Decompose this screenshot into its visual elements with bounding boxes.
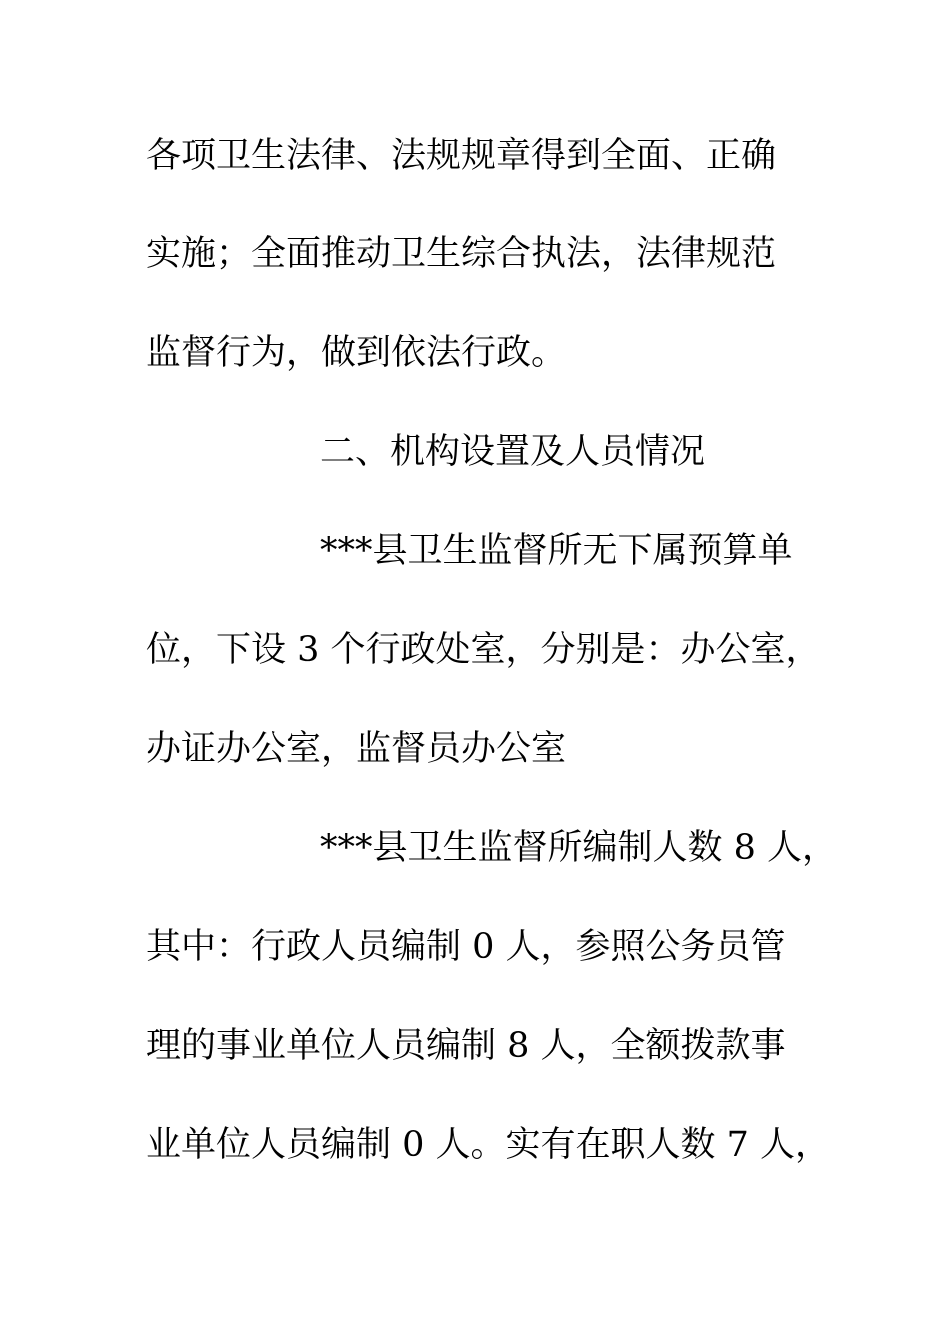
paragraph-line: 各项卫生法律、法规规章得到全面、正确	[146, 136, 777, 176]
paragraph-line: 位，下设 3 个行政处室，分别是：办公室，	[146, 630, 821, 670]
paragraph-line: 办证办公室，监督员办公室	[146, 729, 567, 769]
paragraph-line: ***县卫生监督所无下属预算单	[320, 531, 793, 571]
paragraph-line: 业单位人员编制 0 人。实有在职人数 7 人，	[146, 1125, 831, 1165]
paragraph-line: 其中：行政人员编制 0 人，参照公务员管	[146, 927, 786, 967]
paragraph-line: ***县卫生监督所编制人数 8 人，	[320, 828, 838, 868]
paragraph-line: 理的事业单位人员编制 8 人，全额拨款事	[146, 1026, 786, 1066]
paragraph-line: 监督行为，做到依法行政。	[146, 333, 567, 373]
section-heading: 二、机构设置及人员情况	[320, 432, 706, 472]
paragraph-line: 实施；全面推动卫生综合执法，法律规范	[146, 234, 777, 274]
